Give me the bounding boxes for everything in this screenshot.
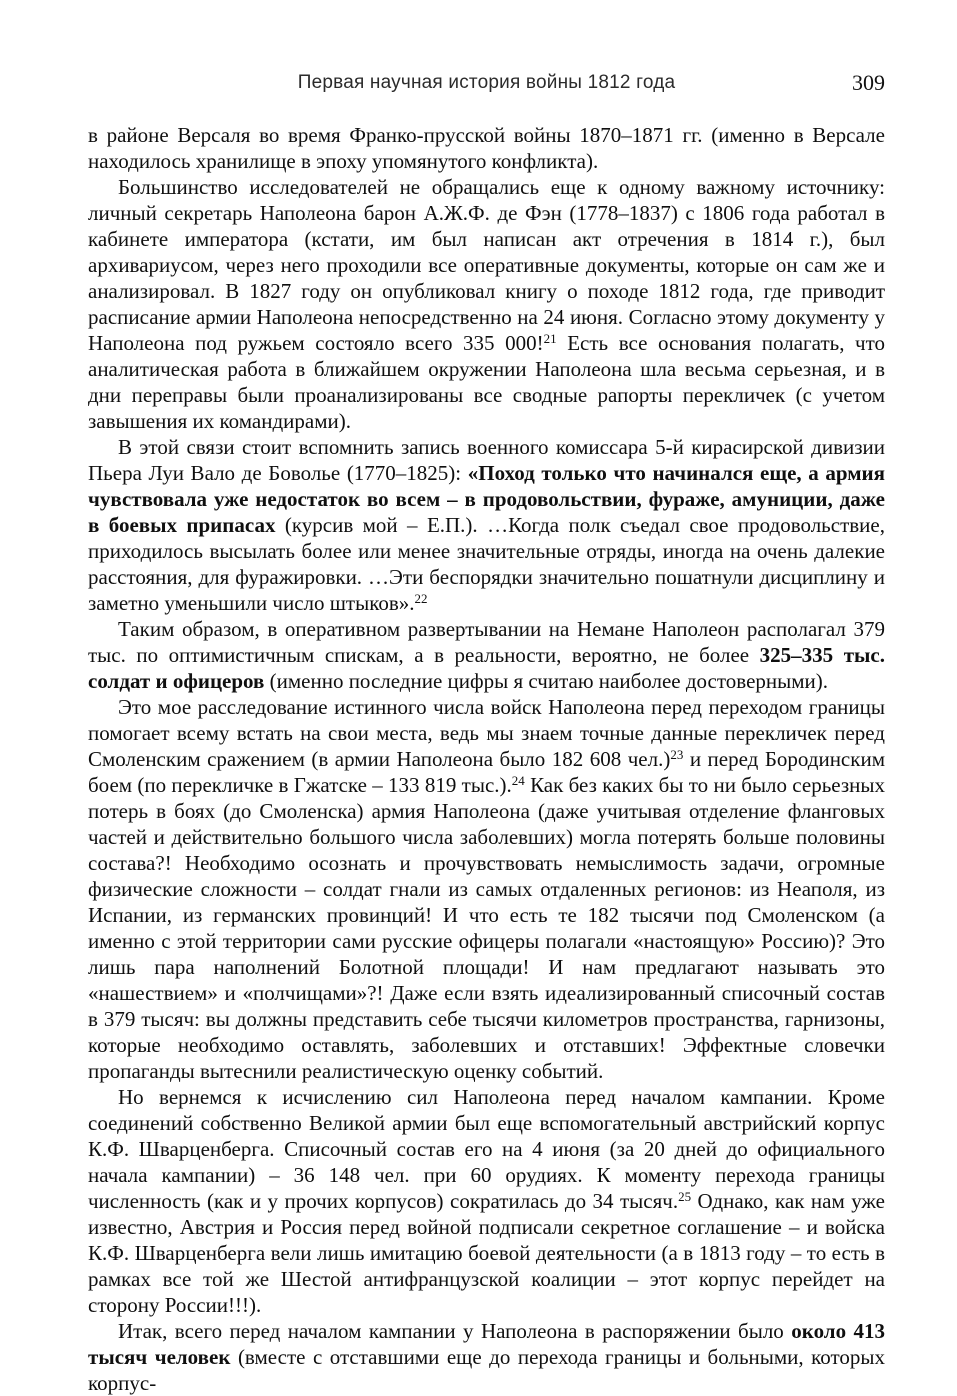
page-header <box>88 68 885 98</box>
text-run: Это мое расследование истинного числа войск Наполеона перед переходом границы помогает всему встать на свои места, ведь мы знаем точные данные перекличек перед Смоленским сражением (в армии Наполеона было 182 608 чел.) <box>88 695 885 771</box>
text-run: (именно последние цифры я считаю наиболее достоверными). <box>264 669 829 693</box>
text-run: (вместе с отставшими еще до перехода границы и больными, которых корпус- <box>88 1345 886 1395</box>
text-run: Однако, как нам уже известно, Австрия и Россия перед войной подписали секретное соглашение – и войска К.Ф. Шварценберга вели лишь имитацию боевой деятельности (а в 1813 году – то есть в рамках все той же Шестой антифранцузской коалиции – этот корпус перейдет на сторону России!!!). <box>88 1189 885 1317</box>
text-run: Есть все основания полагать, что аналитическая работа в ближайшем окружении Наполеона шла весьма серьезная, и в дни переправы были проанализированы все сводные рапорты перекличек (с учетом завышения их командирами). <box>88 331 885 433</box>
text-run: около 413 тысяч человек <box>88 1319 886 1369</box>
text-run: и перед Бородинским боем (по перекличке в Гжатске – 133 819 тыс.). <box>88 747 885 797</box>
text-run: Итак, всего перед началом кампании у Наполеона в распоряжении было <box>118 1319 792 1343</box>
text-run: в районе Версаля во время Франко-прусской войны 1870–1871 гг. (именно в Версале находилось хранилище в эпоху упомянутого конфликта). <box>88 123 885 173</box>
footnote-ref: 24 <box>511 773 525 788</box>
page-body <box>88 122 885 1396</box>
text-run: Но вернемся к исчислению сил Наполеона перед началом кампании. Кроме соединений собственно Великой армии был еще вспомогательный австрийский корпус К.Ф. Шварценберга. Списочный состав его на 4 июня (за 20 дней до официального начала кампании) – 36 148 чел. при 60 орудиях. К моменту перехода границы численность (как и у прочих корпусов) сократилась до 34 тысяч. <box>88 1085 885 1213</box>
text-run: В этой связи стоит вспомнить запись военного комиссара 5-й кирасирской дивизии Пьера Луи Вало де Боволье (1770–1825): <box>88 435 885 485</box>
text-run: Таким образом, в оперативном развертывании на Немане Наполеон располагал 379 тыс. по оптимистичным спискам, а в реальности, вероятно, не более <box>88 617 885 667</box>
footnote-ref: 22 <box>414 591 428 606</box>
page-number: 309 <box>852 70 885 95</box>
running-title: Первая научная история войны 1812 года <box>297 72 676 93</box>
text-run: 325–335 тыс. солдат и офицеров <box>88 643 885 693</box>
paragraph <box>88 174 885 434</box>
paragraph <box>88 1318 885 1396</box>
paragraph <box>88 616 885 694</box>
text-run: Как без каких бы то ни было серьезных потерь в боях (до Смоленска) армия Наполеона (даже учитывая отделение фланговых частей и действительно большого числа заболевших) могла потерять больше половины состава?! Необходимо осознать и прочувствовать немыслимость задачи, огромные физические сложности – солдат гнали из самых отдаленных регионов: из Неаполя, из Испании, из германских провинций! И что есть те 182 тысячи под Смоленском (а именно с этой территории сами русские офицеры полагали «настоящую» Россию)? Это лишь пара наполнений Болотной площади! И нам предлагают называть это «нашествием» и «полчищами»?! Даже если взять идеализированный списочный состав в 379 тысяч: вы должны представить себе тысячи километров пространства, гарнизоны, которые необходимо оставлять, заболевших и отставших! Эффектные словечки пропаганды вытеснили реалистическую оценку событий. <box>88 773 885 1083</box>
paragraph <box>88 122 885 174</box>
paragraph <box>88 434 885 616</box>
text-run: (курсив мой – Е.П.). …Когда полк съедал свое продовольствие, приходилось высылать более или менее значительные отряды, иногда на очень далекие расстояния, для фуражировки. …Эти беспорядки значительно пошатнули дисциплину и заметно уменьшили число штыков». <box>88 513 885 615</box>
footnote-ref: 25 <box>678 1189 692 1204</box>
paragraph <box>88 1084 885 1318</box>
footnote-ref: 21 <box>543 331 557 346</box>
text-run: Большинство исследователей не обращались еще к одному важному источнику: личный секретарь Наполеона барон А.Ж.Ф. де Фэн (1778–1837) с 1806 года работал в кабинете императора (кстати, им был написан акт отречения в 1814 г.), был архивариусом, через него проходили все оперативные документы, которые он сам же и анализировал. В 1827 году он опубликовал книгу о походе 1812 года, где приводит расписание армии Наполеона непосредственно на 24 июня. Согласно этому документу у Наполеона под ружьем состояло всего 335 000! <box>88 175 885 355</box>
text-run: «Поход только что начинался еще, а армия чувствовала уже недостаток во всем – в продовольствии, фураже, амуниции, даже в боевых припасах <box>88 461 885 537</box>
paragraph <box>88 694 885 1084</box>
footnote-ref: 23 <box>670 747 684 762</box>
